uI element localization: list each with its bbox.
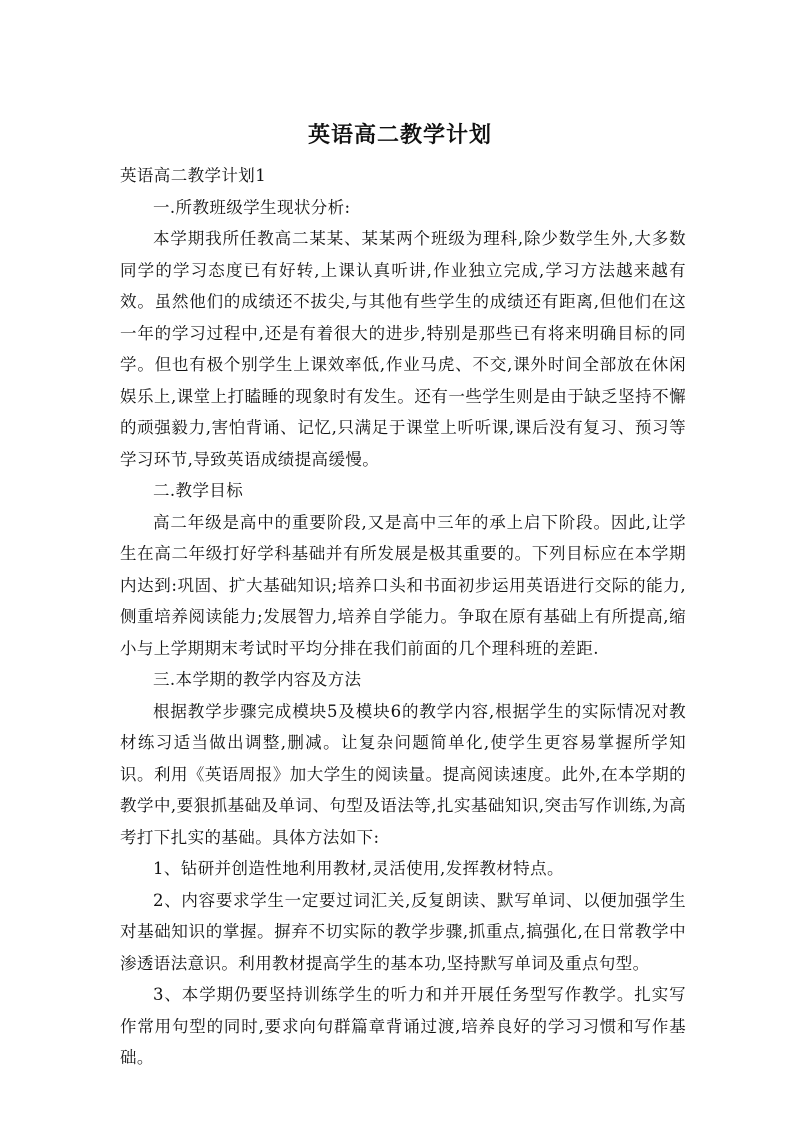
list-item-3: 3、本学期仍要坚持训练学生的听力和并开展任务型写作教学。扎实写作常用句型的同时,要求向句群篇章背诵过渡,培养良好的学习习惯和写作基础。: [120, 985, 686, 1067]
paragraph-1: 本学期我所任教高二某某、某某两个班级为理科,除少数学生外,大多数同学的学习态度已有好转,上课认真听讲,作业独立完成,学习方法越来越有效。虽然他们的成绩还不拔尖,与其他有些学生的成绩还有距离,但他们在这一年的学习过程中,还是有着很大的进步,特别是那些已有将来明确目标的同学。但也有极个别学生上课效率低,作业马虎、不交,课外时间全部放在休闲娱乐上,课堂上打瞌睡的现象时有发生。还有一些学生则是由于缺乏坚持不懈的顽强毅力,害怕背诵、记忆,只满足于课堂上听听课,课后没有复习、预习等学习环节,导致英语成绩提高缓慢。: [120, 229, 686, 469]
document-subtitle: 英语高二教学计划1: [120, 166, 267, 185]
paragraph-3: 根据教学步骤完成模块5及模块6的教学内容,根据学生的实际情况对教材练习适当做出调整,删减。让复杂问题简单化,使学生更容易掌握所学知识。利用《英语周报》加大学生的阅读量。提高阅读速度。此外,在本学期的教学中,要狠抓基础及单词、句型及语法等,扎实基础知识,突击写作训练,为高考打下扎实的基础。具体方法如下:: [120, 701, 686, 847]
section-heading-2: 二.教学目标: [153, 481, 244, 500]
document-title: 英语高二教学计划: [307, 123, 492, 148]
section-heading-3: 三.本学期的教学内容及方法: [153, 670, 362, 689]
section-heading-1: 一.所教班级学生现状分析:: [153, 197, 351, 217]
document-body: [120, 160, 686, 1074]
list-item-1: 1、钻研并创造性地利用教材,灵活使用,发挥教材特点。: [153, 859, 564, 878]
list-item-2: 2、内容要求学生一定要过词汇关,反复朗读、默写单词、以便加强学生对基础知识的掌握。摒弃不切实际的教学步骤,抓重点,搞强化,在日常教学中渗透语法意识。利用教材提高学生的基本功,坚持默写单词及重点句型。: [120, 890, 686, 973]
paragraph-2: 高二年级是高中的重要阶段,又是高中三年的承上启下阶段。因此,让学生在高二年级打好学科基础并有所发展是极其重要的。下列目标应在本学期内达到:巩固、扩大基础知识;培养口头和书面初步运用英语进行交际的能力,侧重培养阅读能力;发展智力,培养自学能力。争取在原有基础上有所提高,缩小与上学期期末考试时平均分排在我们前面的几个理科班的差距.: [120, 512, 686, 658]
